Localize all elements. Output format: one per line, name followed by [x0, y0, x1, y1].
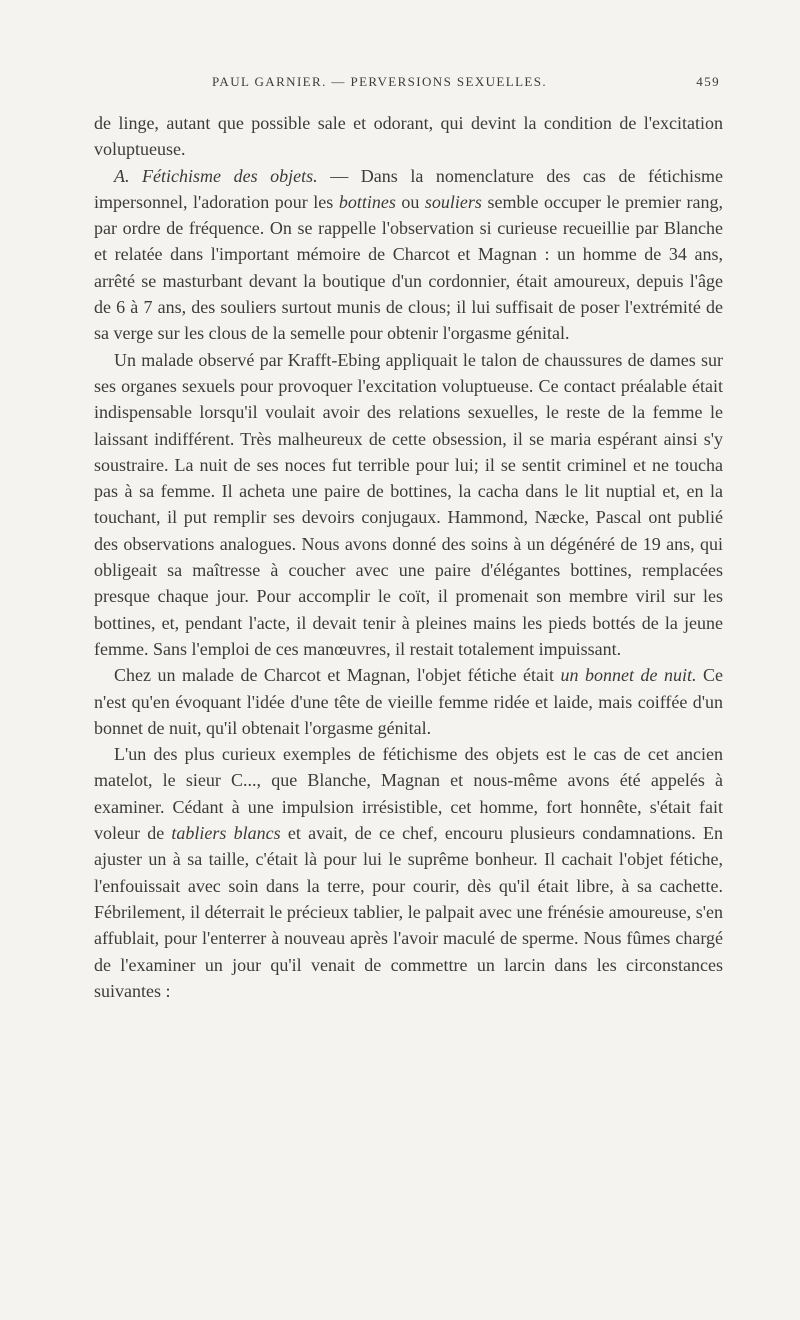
- page-number: 459: [696, 74, 720, 89]
- text-segment: de linge, autant que possible sale et odorant, qui devint la condition de l'excitation voluptueuse.: [94, 113, 723, 160]
- text-segment: ou: [395, 191, 425, 212]
- text-segment: Chez un malade de Charcot et Magnan, l'objet fétiche était: [114, 665, 561, 686]
- paragraph: [94, 662, 723, 741]
- paragraph: [94, 741, 723, 1004]
- text-segment: Un malade observé par Krafft-Ebing appliquait le talon de chaussures de dames sur ses organes sexuels pour provoquer l'excitation voluptueuse. Ce contact préalable était indispensable lorsqu'il voulait avoir des relations sexuelles, le reste de la femme le laissant indifférent. Très malheureux de cette obsession, il se maria espérant ainsi s'y soustraire. La nuit de ses noces fut terrible pour lui; il se sentit criminel et ne toucha pas à sa femme. Il acheta une paire de bottines, la cacha dans le lit nuptial et, en la touchant, il put remplir ses devoirs conjugaux. Hammond, Næcke, Pascal ont publié des observations analogues. Nous avons donné des soins à un dégénéré de 19 ans, qui obligeait sa maîtresse à coucher avec une paire d'élégantes bottines, remplacées presque chaque jour. Pour accomplir le coït, il promenait son membre viril sur les bottines, et, pendant l'acte, il devait tenir à pleines mains les pieds bottés de la jeune femme. Sans l'emploi de ces manœuvres, il restait totalement impuissant.: [94, 349, 723, 659]
- paragraph: [94, 347, 723, 663]
- italic-term: bottines: [338, 191, 396, 212]
- text-segment: — Dans la nomenclature des cas de fétichisme impersonnel, l'adoration pour les: [94, 165, 723, 212]
- italic-term: tabliers blancs: [171, 823, 281, 844]
- text-segment: semble occuper le premier rang, par ordre de fréquence. On se rappelle l'observation si curieuse recueillie par Blanche et relatée dans l'important mémoire de Charcot et Magnan : un homme de 34 ans, arrêté se masturbant devant la boutique d'un cordonnier, était amoureux, depuis l'âge de 6 à 7 ans, des souliers surtout munis de clous; il lui suffisait de poser l'extrémité de sa verge sur les clous de la semelle pour obtenir l'orgasme génital.: [94, 191, 724, 344]
- running-title: PAUL GARNIER. — PERVERSIONS SEXUELLES.: [212, 74, 548, 89]
- italic-term: un bonnet de nuit.: [560, 665, 697, 686]
- body-text: [94, 110, 723, 1004]
- paragraph: [94, 110, 723, 163]
- italic-term: souliers: [424, 191, 482, 212]
- text-segment: L'un des plus curieux exemples de fétichisme des objets est le cas de cet ancien matelot, le sieur C..., que Blanche, Magnan et nous-même avons été appelés à examiner. Cédant à une impulsion irrésistible, cet homme, fort honnête, s'était fait voleur de: [94, 744, 723, 844]
- text-segment: et avait, de ce chef, encouru plusieurs condamnations. En ajuster un à sa taille, c'était là pour lui le suprême bonheur. Il cachait l'objet fétiche, l'enfouissait avec soin dans la terre, pour courir, dès qu'il était libre, à sa cachette. Fébrilement, il déterrait le précieux tablier, le palpait avec une frénésie amoureuse, s'en affublait, pour l'enterrer à nouveau après l'avoir maculé de sperme. Nous fûmes chargé de l'examiner un jour qu'il venait de commettre un larcin dans les circonstances suivantes :: [94, 823, 723, 1001]
- paragraph: [94, 163, 723, 347]
- text-segment: Ce n'est qu'en évoquant l'idée d'une tête de vieille femme ridée et laide, mais coiffée d'un bonnet de nuit, qu'il obtenait l'orgasme génital.: [94, 665, 724, 738]
- section-heading: A. Fétichisme des objets.: [114, 165, 318, 186]
